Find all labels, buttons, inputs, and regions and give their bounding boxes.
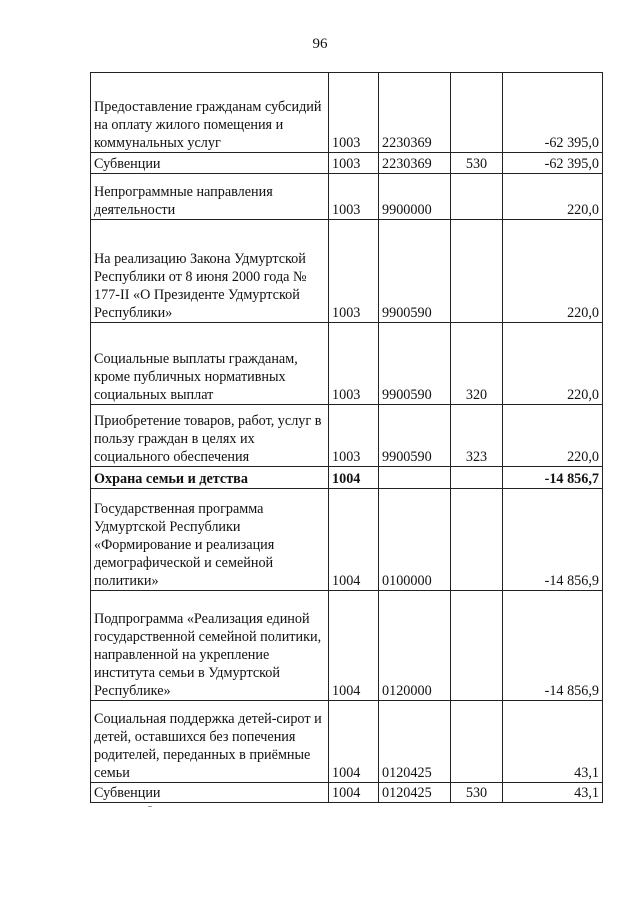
row-name: Непрограммные направления деятельности [91,174,329,220]
row-target-code: 9900590 [379,323,451,405]
row-expense-type-code: 320 [451,323,503,405]
row-amount: 220,0 [503,220,603,323]
row-section-code: 1003 [329,220,379,323]
table-row [91,591,603,701]
row-name: Предоставление гражданам субсидий на оплату жилого помещения и коммунальных услуг [91,73,329,153]
row-section-code: 1003 [329,73,379,153]
row-section-code: 1004 [329,701,379,783]
row-section-code: 1003 [329,405,379,467]
row-section-code: 1003 [329,323,379,405]
row-expense-type-code [451,489,503,591]
table-row [91,467,603,489]
row-name: Субвенции [91,153,329,174]
row-section-code: 1004 [329,489,379,591]
row-name: Приобретение товаров, работ, услуг в пользу граждан в целях их социального обеспечения [91,405,329,467]
row-amount: 220,0 [503,323,603,405]
row-amount: 43,1 [503,701,603,783]
row-section-code: 1004 [329,783,379,803]
table-row [91,174,603,220]
row-amount: -14 856,9 [503,591,603,701]
row-target-code: 2230369 [379,153,451,174]
row-section-code: 1004 [329,591,379,701]
row-amount: -14 856,7 [503,467,603,489]
row-amount: -62 395,0 [503,73,603,153]
budget-table [90,72,603,803]
row-name: Подпрограмма «Реализация единой государственной семейной политики, направленной на укрепление института семьи в Удмуртской Республике» [91,591,329,701]
row-amount: 220,0 [503,405,603,467]
row-name: Субвенции [91,783,329,803]
row-name: Социальные выплаты гражданам, кроме публичных нормативных социальных выплат [91,323,329,405]
row-target-code: 0120000 [379,591,451,701]
row-target-code [379,467,451,489]
row-target-code: 2230369 [379,73,451,153]
row-expense-type-code [451,701,503,783]
table-row [91,73,603,153]
table-row [91,783,603,803]
row-expense-type-code [451,73,503,153]
table-row [91,153,603,174]
row-expense-type-code: 530 [451,153,503,174]
row-amount: -14 856,9 [503,489,603,591]
row-expense-type-code [451,220,503,323]
table-row [91,405,603,467]
table-row [91,701,603,783]
row-name: Социальная поддержка детей-сирот и детей, оставшихся без попечения родителей, переданных в приёмные семьи [91,701,329,783]
row-amount: 220,0 [503,174,603,220]
row-expense-type-code [451,591,503,701]
row-target-code: 0120425 [379,783,451,803]
row-section-code: 1003 [329,153,379,174]
row-target-code: 0120425 [379,701,451,783]
row-name: На реализацию Закона Удмуртской Республики от 8 июня 2000 года № 177-II «О Президенте Удмуртской Республики» [91,220,329,323]
row-amount: -62 395,0 [503,153,603,174]
row-target-code: 9900590 [379,405,451,467]
table-row [91,489,603,591]
row-name: Охрана семьи и детства [91,467,329,489]
row-expense-type-code [451,174,503,220]
scan-speck [148,806,152,807]
row-name: Государственная программа Удмуртской Республики «Формирование и реализация демографической и семейной политики» [91,489,329,591]
row-expense-type-code: 323 [451,405,503,467]
page-number: 96 [312,36,328,52]
row-target-code: 9900590 [379,220,451,323]
table-row [91,323,603,405]
row-amount: 43,1 [503,783,603,803]
row-expense-type-code: 530 [451,783,503,803]
row-expense-type-code [451,467,503,489]
table-row [91,220,603,323]
row-target-code: 0100000 [379,489,451,591]
row-section-code: 1004 [329,467,379,489]
row-target-code: 9900000 [379,174,451,220]
row-section-code: 1003 [329,174,379,220]
